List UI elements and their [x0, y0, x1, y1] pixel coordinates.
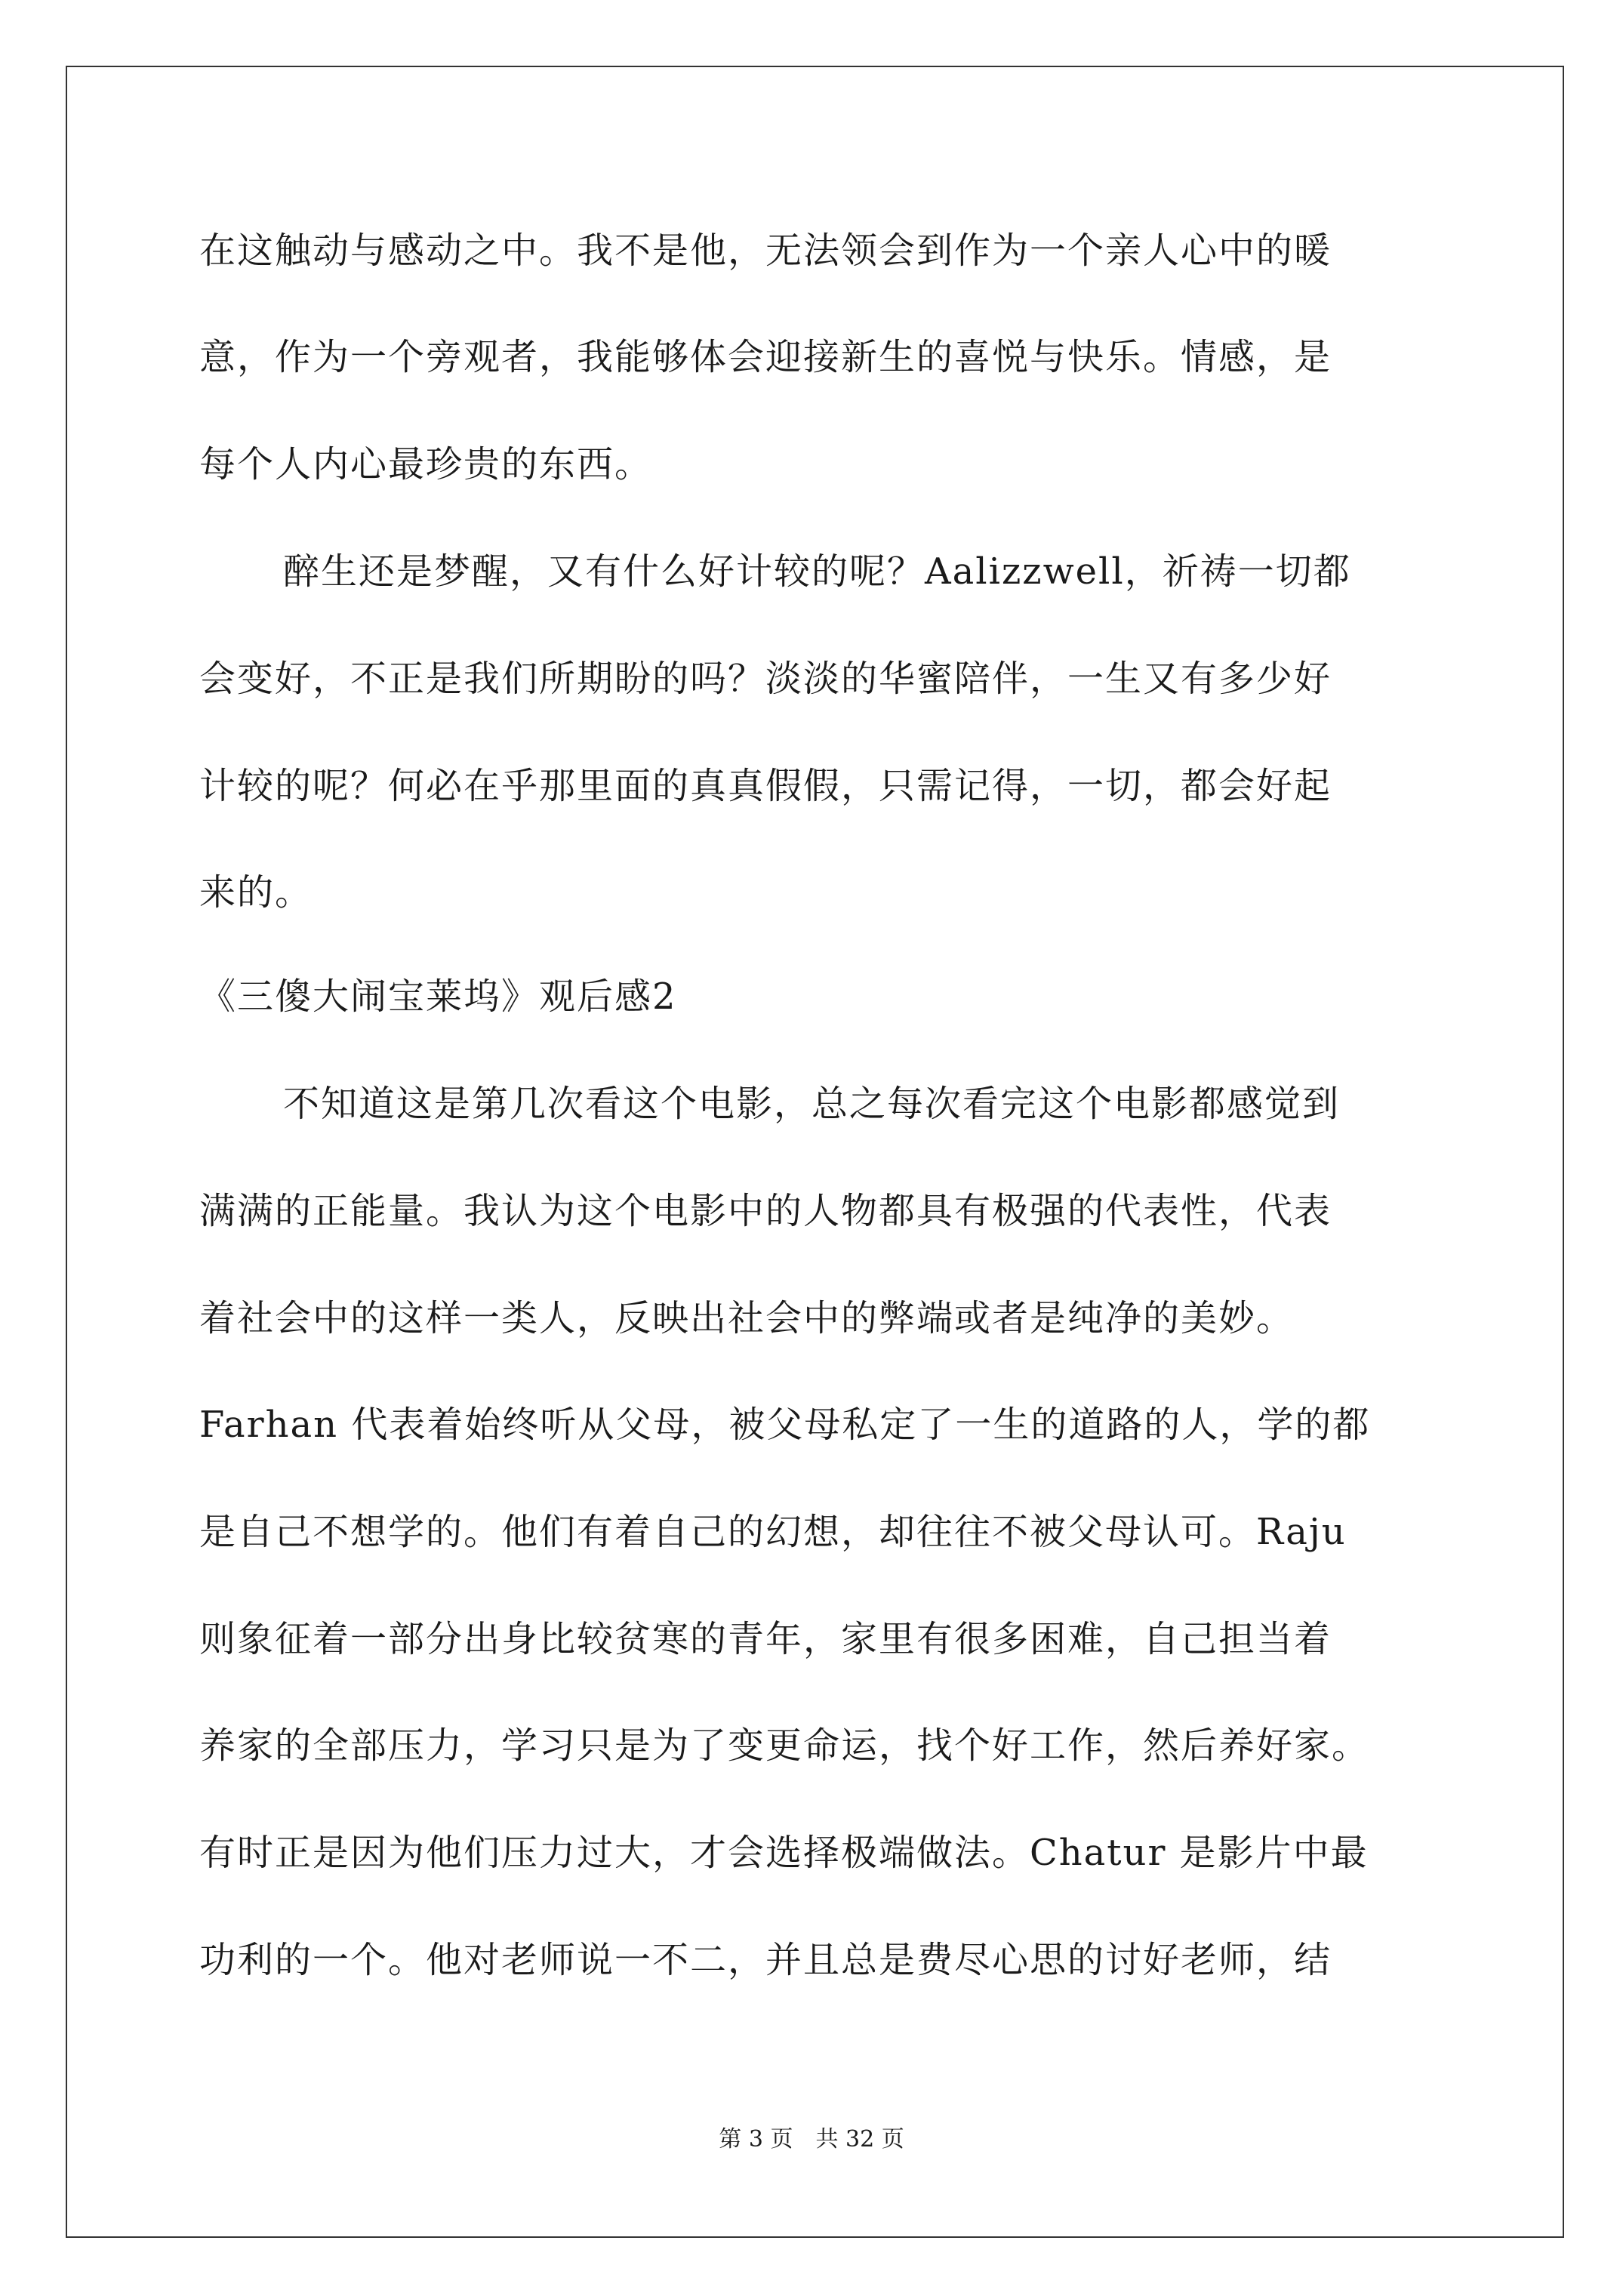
body-text-line: 着社会中的这样一类人，反映出社会中的弊端或者是纯净的美妙。	[199, 1297, 1295, 1339]
body-text-line: 意，作为一个旁观者，我能够体会迎接新生的喜悦与快乐。情感，是	[199, 336, 1332, 378]
body-text-line: 则象征着一部分出身比较贫寒的青年，家里有很多困难，自己担当着	[199, 1618, 1332, 1660]
body-text-line: 醉生还是梦醒，又有什么好计较的呢？Aalizzwell，祈祷一切都	[283, 550, 1351, 593]
body-text-line: 在这触动与感动之中。我不是他，无法领会到作为一个亲人心中的暖	[199, 230, 1332, 272]
section-title: 《三傻大闹宝莱坞》观后感2	[199, 975, 677, 1018]
page-number-footer: 第 3 页 共 32 页	[719, 2126, 904, 2153]
body-text-line: 计较的呢？何必在乎那里面的真真假假，只需记得，一切，都会好起	[199, 765, 1332, 807]
body-text-line: 来的。	[199, 871, 313, 914]
body-text-line: 功利的一个。他对老师说一不二，并且总是费尽心思的讨好老师，结	[199, 1939, 1332, 1981]
body-text-line: 是自己不想学的。他们有着自己的幻想，却往往不被父母认可。Raju	[199, 1511, 1347, 1553]
body-text-line: 每个人内心最珍贵的东西。	[199, 443, 653, 485]
body-text-line: 有时正是因为他们压力过大，才会选择极端做法。Chatur 是影片中最	[199, 1832, 1369, 1874]
body-text-line: 不知道这是第几次看这个电影，总之每次看完这个电影都感觉到	[283, 1083, 1341, 1125]
body-text-line: 会变好，不正是我们所期盼的吗？淡淡的华蜜陪伴，一生又有多少好	[199, 658, 1332, 700]
body-text-line: 养家的全部压力，学习只是为了变更命运，找个好工作，然后养好家。	[199, 1724, 1370, 1767]
page-border	[66, 66, 1564, 2238]
body-text-line: 满满的正能量。我认为这个电影中的人物都具有极强的代表性，代表	[199, 1190, 1332, 1232]
body-text-line: Farhan 代表着始终听从父母，被父母私定了一生的道路的人，学的都	[199, 1404, 1371, 1446]
